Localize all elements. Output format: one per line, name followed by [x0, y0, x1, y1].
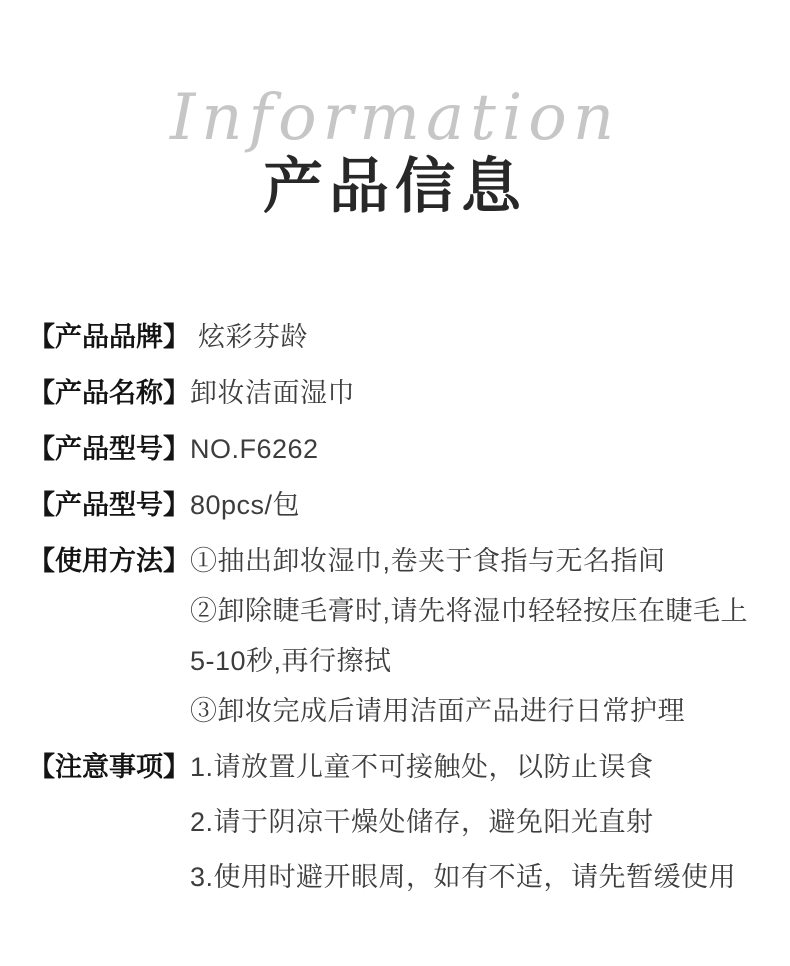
info-row-brand: [28, 322, 770, 352]
row-label: 【产品型号】: [28, 490, 190, 520]
row-label: 【产品型号】: [28, 434, 190, 464]
row-label: 【产品名称】: [28, 378, 190, 408]
header: [0, 0, 790, 218]
row-label: 【使用方法】: [28, 546, 190, 576]
info-row-spec: [28, 490, 770, 520]
row-value: 卸妆洁面湿巾: [190, 378, 355, 408]
info-row-model: [28, 434, 770, 464]
info-section-usage: [28, 546, 770, 726]
row-value: NO.F6262: [190, 434, 319, 464]
information-script-text: Information: [169, 81, 621, 155]
row-label: 【注意事项】: [28, 752, 190, 782]
note-line: 2.请于阴凉干燥处储存，避免阳光直射: [190, 807, 654, 837]
usage-line: ①抽出卸妆湿巾,卷夹于食指与无名指间: [190, 546, 666, 576]
info-row-name: [28, 378, 770, 408]
note-line: 3.使用时避开眼周，如有不适，请先暂缓使用: [190, 862, 737, 892]
usage-line: 5-10秒,再行擦拭: [190, 646, 392, 676]
usage-line: ③卸妆完成后请用洁面产品进行日常护理: [190, 696, 685, 726]
usage-lines: [190, 546, 748, 726]
notes-lines: [190, 752, 736, 892]
page-title: 产品信息: [263, 153, 527, 220]
usage-line: ②卸除睫毛膏时,请先将湿巾轻轻按压在睫毛上: [190, 596, 749, 626]
info-section-notes: [28, 752, 770, 892]
note-line: 1.请放置儿童不可接触处，以防止误食: [190, 752, 654, 782]
row-label: 【产品品牌】: [28, 322, 190, 352]
info-list: [0, 322, 790, 892]
row-value: 炫彩芬龄: [198, 322, 308, 352]
row-value: 80pcs/包: [190, 490, 301, 520]
